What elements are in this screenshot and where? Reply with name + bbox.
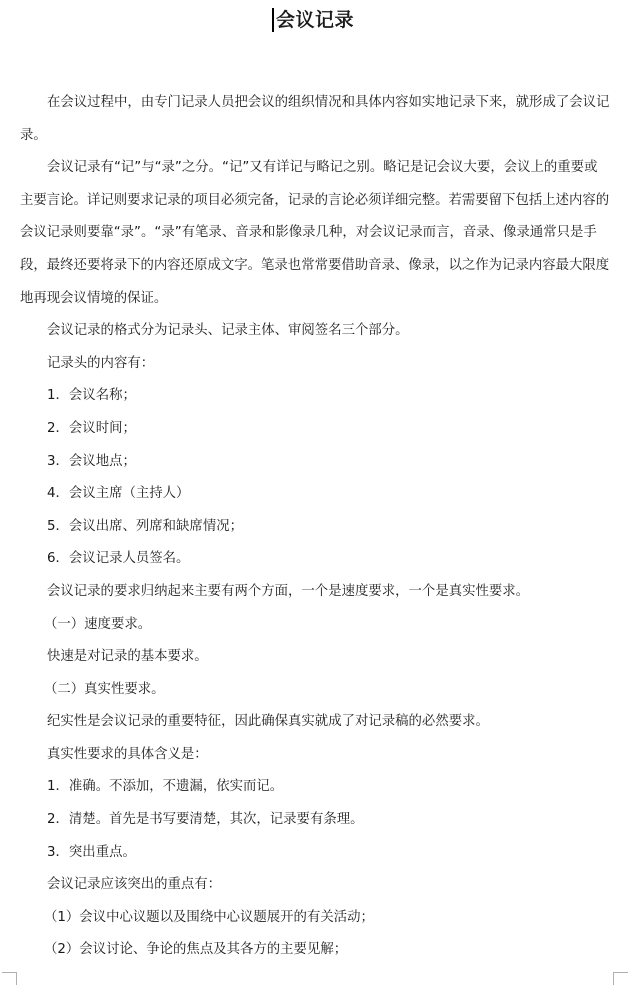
paragraph-intro: 在会议过程中，由专门记录人员把会议的组织情况和具体内容如实地记录下来，就形成了会议记录。 [20, 95, 610, 143]
paragraph-requirements: 会议记录的要求归纳起来主要有两个方面，一个是速度要求，一个是真实性要求。 [47, 583, 530, 599]
paragraph-speed: 快速是对记录的基本要求。 [47, 649, 208, 665]
heading-speed: （一）速度要求。 [44, 616, 152, 632]
document-title-text: 会议记录 [275, 9, 354, 31]
title-container [0, 8, 630, 32]
header-item: 5．会议出席、列席和缺席情况； [47, 518, 243, 534]
paragraph-focus: 会议记录应该突出的重点有： [47, 877, 222, 893]
document-body[interactable] [20, 87, 610, 967]
truth-item: 3．突出重点。 [47, 844, 136, 860]
text-cursor [272, 8, 274, 32]
focus-item: （1）会议中心议题以及围绕中心议题展开的有关活动； [44, 909, 374, 925]
truth-item: 1．准确。不添加，不遗漏，依实而记。 [47, 779, 284, 795]
page-corner-mark-left [2, 972, 17, 985]
paragraph-ji-lu: 会议记录有“记”与“录”之分。“记”又有详记与略记之别。略记是记会议大要，会议上的重要或主要言论。详记则要求记录的项目必须完备，记录的言论必须详细完整。若需要留下包括上述内容的会议记录则要靠“录”。“录”有笔录、音录和影像录几种，对会议记录而言，音录、像录通常只是手段，最终还要将录下的内容还原成文字。笔录也常常要借助音录、像录，以之作为记录内容最大限度地再现会议情境的保证。 [20, 160, 610, 306]
paragraph-header-intro: 记录头的内容有： [47, 355, 155, 371]
header-item: 6．会议记录人员签名。 [47, 551, 190, 567]
focus-item: （2）会议讨论、争论的焦点及其各方的主要见解； [44, 942, 348, 958]
document-title[interactable] [276, 8, 354, 32]
header-item: 2．会议时间； [47, 420, 136, 436]
header-item: 4．会议主席（主持人） [47, 486, 190, 502]
header-item: 3．会议地点； [47, 453, 136, 469]
page-corner-mark-right [613, 972, 628, 985]
paragraph-format: 会议记录的格式分为记录头、记录主体、审阅签名三个部分。 [47, 323, 409, 339]
truth-item: 2．清楚。首先是书写要清楚，其次，记录要有条理。 [47, 812, 364, 828]
heading-truth: （二）真实性要求。 [44, 681, 165, 697]
paragraph-truth: 纪实性是会议记录的重要特征，因此确保真实就成了对记录稿的必然要求。 [47, 714, 489, 730]
paragraph-truth-meaning: 真实性要求的具体含义是： [47, 746, 208, 762]
header-item: 1．会议名称； [47, 388, 136, 404]
